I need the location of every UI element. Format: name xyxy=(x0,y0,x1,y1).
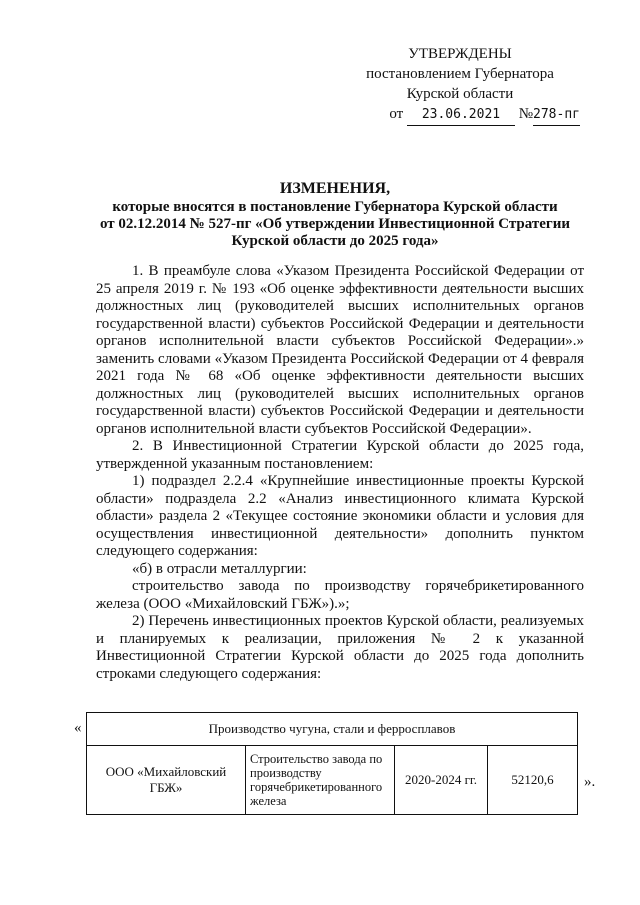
approval-line: Курской области xyxy=(406,86,514,102)
table-close-quote: ». xyxy=(584,774,596,790)
paragraph: 2) Перечень инвестиционных проектов Курской области, реализуемых и планируемых к реализации, приложения № 2 к указанной Инвестиционной Стратегии Курской области до 2025 года дополнить строками следующего содержания: xyxy=(96,613,584,682)
heading-line: которые вносятся в постановление Губернатора Курской области xyxy=(112,199,558,215)
heading-line: от 02.12.2014 № 527-пг «Об утверждении Инвестиционной Стратегии xyxy=(99,216,571,232)
heading-line: Курской области до 2025 года» xyxy=(231,233,439,249)
section-header: Производство чугуна, стали и ферросплавов xyxy=(87,713,578,746)
date-prefix: от xyxy=(389,106,404,122)
paragraph: 1. В преамбуле слова «Указом Президента Российской Федерации от 25 апреля 2019 г. № 193 «Об оценке эффективности деятельности высших должностных лиц (руководителей высших исполнительных органов государственной власти) субъектов Российской Федерации и деятельности органов исполнительной власти субъектов Российской Федерации».» заменить словами «Указом Президента Российской Федерации от 4 февраля 2021 года № 68 «Об оценке эффективности деятельности высших должностных лиц (руководителей высших исполнительных органов государственной власти) субъектов Российской Федерации и деятельности органов исполнительной власти субъектов Российской Федерации». xyxy=(96,263,584,437)
approval-date: 23.06.2021 xyxy=(407,105,515,126)
document-title: ИЗМЕНЕНИЯ, xyxy=(279,180,391,197)
company-cell: ООО «Михайловский ГБЖ» xyxy=(87,746,246,815)
paragraph: 1) подраздел 2.2.4 «Крупнейшие инвестиционные проекты Курской области» подраздела 2.2 «Анализ инвестиционного климата Курской области» раздела 2 «Текущее состояние экономики области и условия для осуществления инвестиционной деятельности» дополнить пунктом следующего содержания: xyxy=(96,473,584,559)
approval-line: постановлением Губернатора xyxy=(366,66,554,82)
table-section-row xyxy=(87,713,578,746)
paragraph: строительство завода по производству горячебрикетированного железа (ООО «Михайловский ГБЖ»).»; xyxy=(96,578,584,612)
approval-title: УТВЕРЖДЕНЫ xyxy=(408,46,512,62)
number-prefix: № xyxy=(518,106,534,122)
period-cell: 2020-2024 гг. xyxy=(395,746,488,815)
project-cell: Строительство завода по производству горячебрикетированного железа xyxy=(246,746,395,815)
amount-cell: 52120,6 xyxy=(488,746,578,815)
approval-stamp xyxy=(340,44,580,126)
table-open-quote: « xyxy=(74,720,82,736)
paragraph: «б) в отрасли металлургии: xyxy=(132,560,307,577)
approval-date-row xyxy=(340,104,580,126)
table-row xyxy=(87,746,578,815)
paragraph: 2. В Инвестиционной Стратегии Курской области до 2025 года, утвержденной указанным постановлением: xyxy=(96,438,584,472)
approval-number: 278-пг xyxy=(533,105,580,126)
document-body xyxy=(96,263,584,683)
document-heading xyxy=(85,180,585,250)
projects-table xyxy=(86,712,578,815)
